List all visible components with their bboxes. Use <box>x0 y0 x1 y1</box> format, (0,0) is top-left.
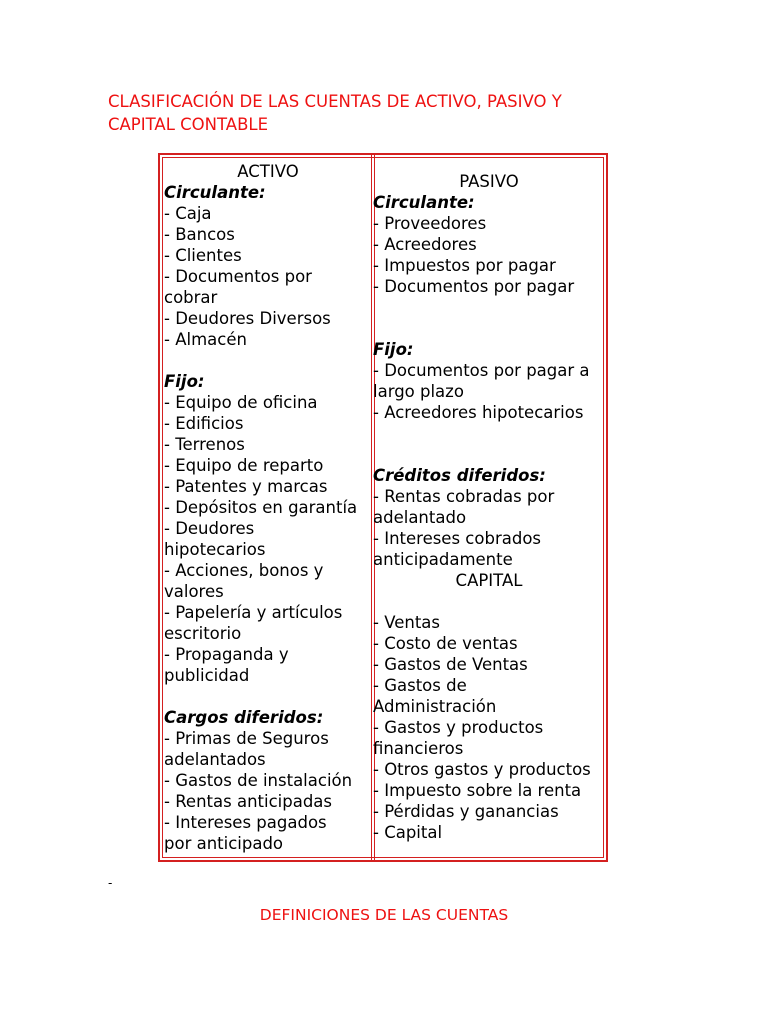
account-item: - Gastos de <box>373 676 467 695</box>
activo-heading: ACTIVO <box>237 162 299 181</box>
activo-cargos-list <box>164 728 372 854</box>
account-item: - Documentos por pagar a <box>373 361 590 380</box>
account-item: - Almacén <box>164 330 247 349</box>
title-line-1: CLASIFICACIÓN DE LAS CUENTAS DE ACTIVO, PASIVO Y <box>108 92 562 111</box>
account-item: adelantados <box>164 750 266 769</box>
account-item: - Documentos por pagar <box>373 277 575 296</box>
activo-fijo-label: Fijo: <box>164 372 205 391</box>
pasivo-creditos-list <box>373 486 605 570</box>
account-item: - Proveedores <box>373 214 487 233</box>
account-item: - Primas de Seguros <box>164 729 329 748</box>
account-item: escritorio <box>164 624 242 643</box>
pasivo-heading: PASIVO <box>459 172 519 191</box>
account-item: por anticipado <box>164 834 284 853</box>
account-item: - Deudores <box>164 519 255 538</box>
accounts-table <box>158 153 608 862</box>
account-item: - Gastos de instalación <box>164 771 353 790</box>
pasivo-column <box>373 171 605 843</box>
activo-circulante-list <box>164 203 372 350</box>
activo-column <box>164 161 372 854</box>
activo-circulante-label: Circulante: <box>164 183 266 202</box>
spacer <box>164 350 372 371</box>
account-item: - Impuestos por pagar <box>373 256 556 275</box>
account-item: - Rentas anticipadas <box>164 792 332 811</box>
account-item: - Depósitos en garantía <box>164 498 358 517</box>
account-item: - Patentes y marcas <box>164 477 328 496</box>
account-item: - Acreedores hipotecarios <box>373 403 584 422</box>
account-item: Administración <box>373 697 497 716</box>
account-item: - Terrenos <box>164 435 245 454</box>
account-item: - Deudores Diversos <box>164 309 331 328</box>
stray-dash: - <box>108 876 113 890</box>
account-item: - Intereses pagados <box>164 813 327 832</box>
account-item: - Bancos <box>164 225 235 244</box>
account-item: publicidad <box>164 666 250 685</box>
account-item: - Papelería y artículos <box>164 603 343 622</box>
spacer <box>373 591 605 612</box>
account-item: - Rentas cobradas por <box>373 487 555 506</box>
account-item: - Edificios <box>164 414 244 433</box>
account-item: adelantado <box>373 508 467 527</box>
account-item: - Acreedores <box>373 235 477 254</box>
pasivo-circulante-label: Circulante: <box>373 193 475 212</box>
account-item: hipotecarios <box>164 540 266 559</box>
account-item: - Gastos y productos <box>373 718 544 737</box>
account-item: - Equipo de reparto <box>164 456 324 475</box>
account-item: - Caja <box>164 204 212 223</box>
account-item: largo plazo <box>373 382 464 401</box>
account-item: - Clientes <box>164 246 242 265</box>
account-item: - Propaganda y <box>164 645 289 664</box>
account-item: - Otros gastos y productos <box>373 760 591 779</box>
title-line-2: CAPITAL CONTABLE <box>108 115 269 134</box>
account-item: - Documentos por <box>164 267 312 286</box>
account-item: - Equipo de oficina <box>164 393 318 412</box>
account-item: - Impuesto sobre la renta <box>373 781 582 800</box>
account-item: - Capital <box>373 823 443 842</box>
activo-fijo-list <box>164 392 372 686</box>
pasivo-creditos-label: Créditos diferidos: <box>373 466 546 485</box>
activo-cargos-label: Cargos diferidos: <box>164 708 324 727</box>
account-item: - Acciones, bonos y <box>164 561 324 580</box>
account-item: - Ventas <box>373 613 440 632</box>
spacer <box>373 297 605 339</box>
pasivo-circulante-list <box>373 213 605 297</box>
account-item: anticipadamente <box>373 550 513 569</box>
pasivo-fijo-label: Fijo: <box>373 340 414 359</box>
account-item: financieros <box>373 739 464 758</box>
capital-list <box>373 612 605 843</box>
account-item: - Gastos de Ventas <box>373 655 528 674</box>
account-item: cobrar <box>164 288 218 307</box>
account-item: - Costo de ventas <box>373 634 518 653</box>
definitions-heading: DEFINICIONES DE LAS CUENTAS <box>259 906 509 924</box>
pasivo-fijo-list <box>373 360 605 423</box>
capital-heading: CAPITAL <box>455 571 523 590</box>
spacer <box>373 423 605 465</box>
spacer <box>164 686 372 707</box>
account-item: - Intereses cobrados <box>373 529 542 548</box>
account-item: valores <box>164 582 224 601</box>
account-item: - Pérdidas y ganancias <box>373 802 559 821</box>
document-title <box>108 90 628 136</box>
